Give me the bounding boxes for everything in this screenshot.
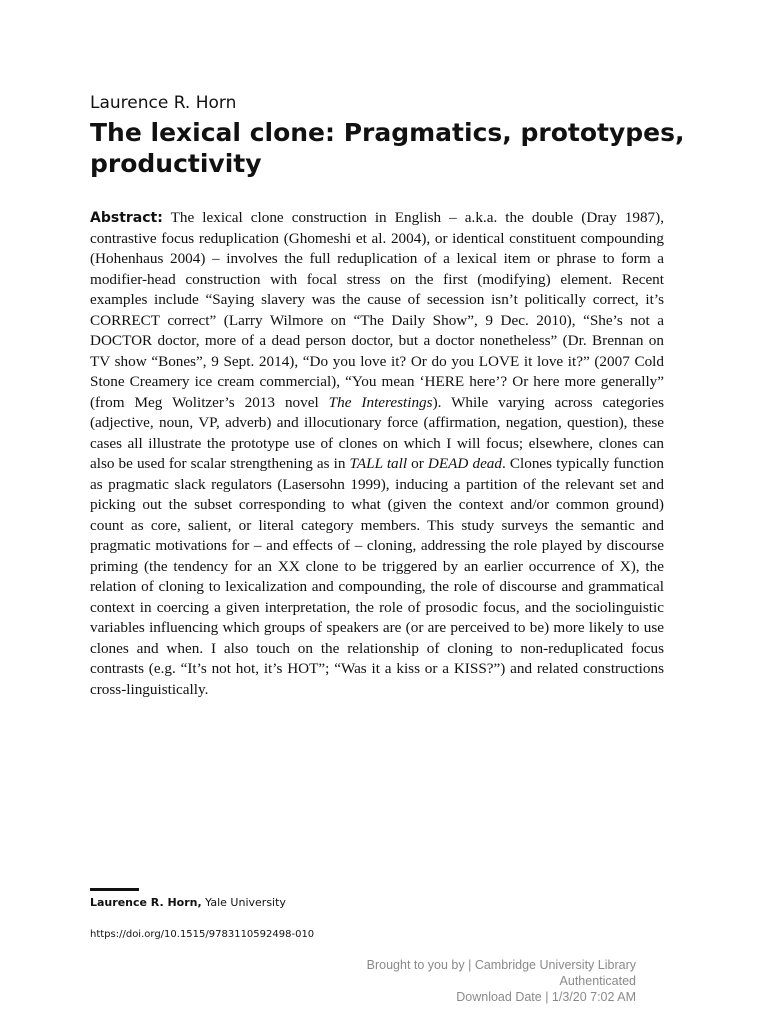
abstract-italic-novel-title: The Interestings <box>328 393 433 411</box>
watermark-line: Authenticated <box>559 974 636 988</box>
download-watermark <box>367 957 636 1005</box>
abstract-text: or <box>407 455 428 472</box>
abstract-label: Abstract: <box>90 210 163 226</box>
watermark-line: Download Date | 1/3/20 7:02 AM <box>456 990 636 1004</box>
author-affiliation <box>90 896 286 909</box>
abstract-text: ). While varying across categories (adjective, noun, VP, adverb) and illocutionary force (affirmation, negation, question), these cases all illustrate the prototype use of clones on which I will focus; elsewhere, clones can also be used for scalar strengthening as in <box>90 393 664 472</box>
watermark-line: Brought to you by | Cambridge University Library <box>366 958 636 972</box>
abstract-text: The lexical clone construction in English – a.k.a. the double (Dray 1987), contrastive focus reduplication (Ghomeshi et al. 2004), or identical constituent compounding (Hohenhaus 2004) – involves the full reduplication of a lexical item or phrase to form a modifier-head construction with focal stress on the first (modifying) element. Recent examples include “Saying slavery was the cause of secession isn’t politically correct, it’s CORRECT correct” (Larry Wilmore on “The Daily Show”, 9 Dec. 2010), “She’s not a DOCTOR doctor, more of a dead person doctor, but a doctor nonetheless” (Dr. Brennan on TV show “Bones”, 9 Sept. 2014), “Do you love it? Or do you LOVE it love it?” (2007 Cold Stone Creamery ice cream commercial), “You mean ‘HERE here’? Or here more generally” (from Meg Wolitzer’s 2013 novel <box>90 209 664 411</box>
chapter-title: The lexical clone: Pragmatics, prototypes, productivity <box>90 118 685 178</box>
footnote-rule <box>90 888 139 891</box>
abstract-text: . Clones typically function as pragmatic slack regulators (Lasersohn 1999), inducing a partition of the relevant set and picking out the subset corresponding to what (given the context and/or common ground) count as core, salient, or literal category members. This study surveys the semantic and pragmatic motivations for – and effects of – cloning, addressing the role played by discourse priming (the tendency for an XX clone to be triggered by an earlier occurrence of X), the relation of cloning to lexicalization and compounding, the role of discourse and grammatical context in coercing a given interpretation, the role of prosodic focus, and the sociolinguistic variables influencing which groups of speakers are (or are perceived to be) more likely to use clones and when. I also touch on the relationship of cloning to non-reduplicated focus contrasts (e.g. “It’s not hot, it’s HOT”; “Was it a kiss or a KISS?”) and related constructions cross-linguistically. <box>90 455 664 698</box>
abstract-italic-example: DEAD dead <box>427 455 502 472</box>
doi-link[interactable]: https://doi.org/10.1515/9783110592498-010 <box>90 929 315 940</box>
author-name: Laurence R. Horn <box>90 93 237 113</box>
affiliation-author-name: Laurence R. Horn, <box>90 896 202 909</box>
abstract-italic-example: TALL tall <box>349 455 408 472</box>
abstract <box>90 208 664 700</box>
affiliation-institution: Yale University <box>201 896 286 909</box>
